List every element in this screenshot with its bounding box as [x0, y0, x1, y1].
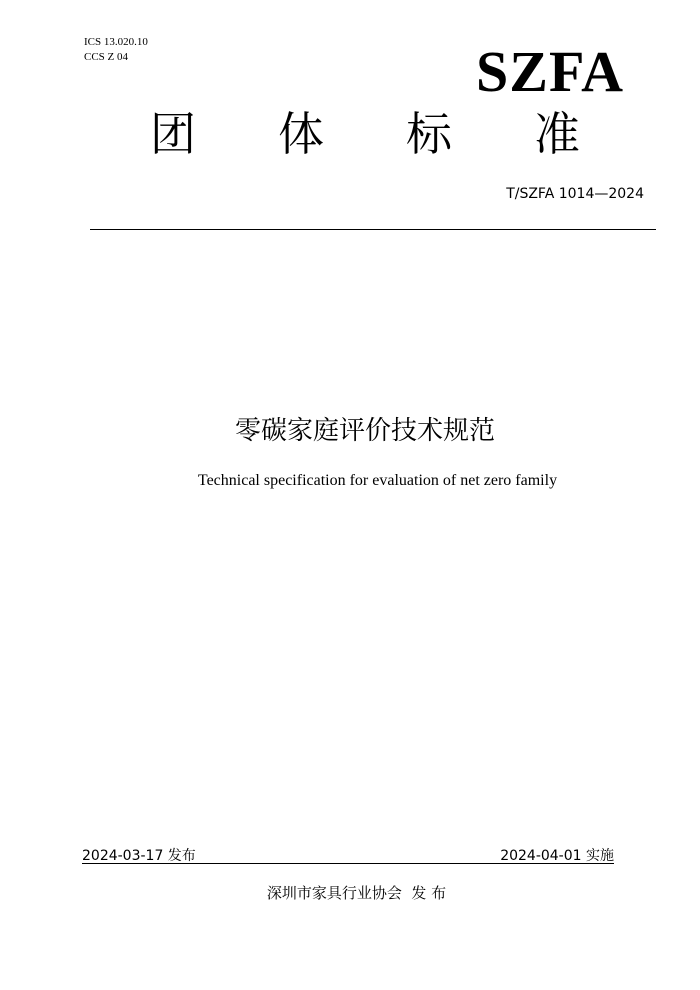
ics-code: ICS 13.020.10 — [84, 36, 148, 48]
bottom-divider — [82, 863, 614, 864]
standard-type-char: 准 — [534, 107, 580, 161]
standard-number: T/SZFA 1014—2024 — [506, 186, 644, 202]
ccs-code: CCS Z 04 — [84, 51, 129, 63]
title-english: Technical specification for evaluation of net zero family — [197, 472, 558, 489]
standard-type-heading — [150, 106, 580, 162]
issue-date: 2024-03-17 发布 — [82, 848, 196, 864]
standard-type-char: 团 — [150, 107, 196, 161]
standard-type-char: 标 — [406, 107, 452, 161]
implementation-date: 2024-04-01 实施 — [500, 848, 614, 864]
org-logo-text: SZFA — [476, 39, 624, 104]
top-divider — [90, 229, 656, 230]
publisher-line: 深圳市家具行业协会 发 布 — [266, 884, 447, 902]
title-chinese: 零碳家庭评价技术规范 — [234, 416, 495, 446]
standard-type-char: 体 — [278, 107, 324, 161]
